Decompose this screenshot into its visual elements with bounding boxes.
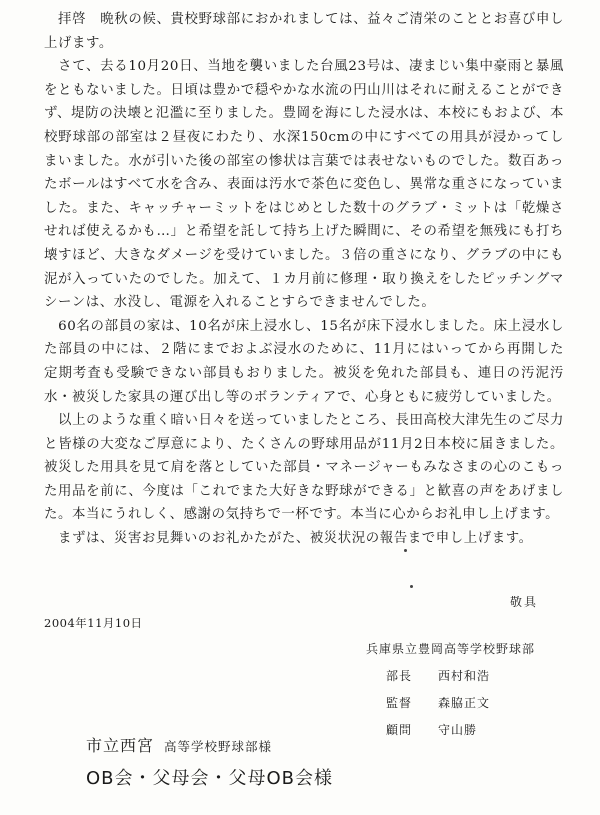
recipient-block: [86, 733, 333, 790]
sender-member: [386, 721, 576, 738]
summary-paragraph: まずは、災害お見舞いのお礼かたがた、被災状況の報告まで申し上げます。: [44, 531, 533, 547]
member-role: 部長: [386, 669, 413, 683]
sender-member: [386, 667, 576, 684]
members-paragraph: 60名の部員の家は、10名が床上浸水し、15名が床下浸水しました。床上浸水した部員の中には、２階にまでおよぶ浸水のために、11月にはいってから再開した定期考査も受験できない部員もおりました。被災を免れた部員も、連日の汚泥汚水・被災した家具の運び出し等のボランティアで、心身ともに疲労していました。: [44, 318, 564, 405]
member-role: 顧問: [386, 723, 413, 737]
typhoon-paragraph: さて、去る10月20日、当地を襲いました台風23号は、凄まじい集中豪雨と暴風をともないました。日頃は豊かで穏やかな水流の円山川はそれに耐えることができず、堤防の決壊と氾濫に至りました。豊岡を海にした浸水は、本校にもおよび、本校野球部の部室は２昼夜にわたり、水深150cmの中にすべての用具が浸かってしまいました。水が引いた後の部室の惨状は言葉では表せないものでした。数百あったボールはすべて水を含み、表面は汚水で茶色に変色し、異常な重さになっていました。また、キャッチャーミットをはじめとした数十のグラブ・ミットは「乾燥させれば使えるかも…」と希望を託して持ち上げた瞬間に、その希望を無残にも打ち壊すほど、大きなダメージを受けていました。３倍の重さになり、グラブの中にも泥が入っていたのでした。加えて、１カ月前に修理・取り換えをしたピッチングマシーンは、水没し、電源を入れることすらできませんでした。: [44, 59, 564, 311]
recipient-groups: OB会・父母会・父母OB会様: [86, 768, 334, 789]
recipient-school-line: [86, 733, 333, 756]
closing-word: 敬具: [510, 595, 539, 609]
thanks-paragraph: 以上のような重く暗い日々を送っていましたところ、長田高校大津先生のご尽力と皆様の大変なご厚意により、たくさんの野球用品が11月2日本校に届きました。被災した用具を見て肩を落としていた部員・マネージャーもみなさまの心のこもった用品を前に、今度は「これでまた大好きな野球ができる」と歓喜の声をあげました。本当にうれしく、感謝の気持ちで一杯です。本当に心からお礼申し上げます。: [44, 413, 564, 523]
member-role: 監督: [386, 696, 413, 710]
member-name: 森脇正文: [438, 696, 491, 710]
greeting-paragraph: 拝啓 晩秋の候、貴校野球部におかれましては、益々ご清栄のこととお喜び申し上げます。: [44, 12, 564, 51]
recipient-school-handwritten: 市立西宮: [86, 736, 155, 755]
sender-member: [386, 694, 576, 711]
member-name: 守山勝: [438, 723, 478, 737]
letter-body: [44, 8, 564, 551]
sender-block: [366, 640, 576, 748]
paper-speck: [410, 585, 413, 588]
recipient-school-suffix: 高等学校野球部様: [164, 739, 273, 754]
sender-organization: 兵庫県立豊岡高等学校野球部: [366, 642, 536, 656]
member-name: 西村和浩: [438, 669, 491, 683]
paper-speck: [404, 549, 407, 552]
letter-date: 2004年11月10日: [44, 616, 143, 630]
